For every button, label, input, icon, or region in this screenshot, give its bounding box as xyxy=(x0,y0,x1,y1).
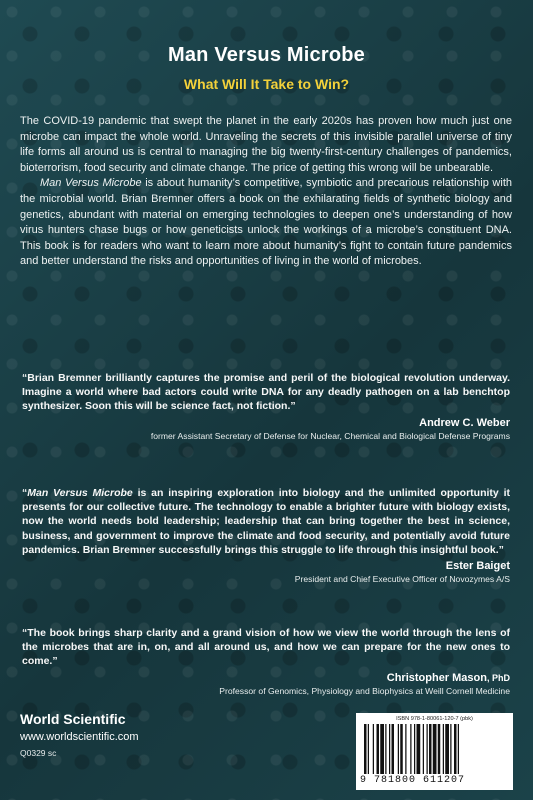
isbn-text: ISBN 978-1-80061-120-7 (pbk) xyxy=(396,716,473,722)
barcode-bar xyxy=(417,724,421,774)
barcode-bar xyxy=(445,724,449,774)
endorsement-text: “Brian Bremner brilliantly captures the promise and peril of the biological revolution underway. Imagine a world where bad actors could write DNA for any deadly pathogen on a lab benchtop synthesizer. Soon this will be science fact, not fiction.” xyxy=(22,372,510,413)
endorsement-baiget xyxy=(22,486,510,584)
barcode-bars xyxy=(364,724,505,776)
endorsement-text xyxy=(22,486,510,557)
endorsement-text-body: is an inspiring exploration into biology and the unlimited opportunity it presents for our collective future. The technology to enable a brighter future with biology exists, now the world needs bold leadership; leadership that can bring together the best in science, business, and government to improve the climate and food security, and potentially avoid future pandemics. Brian Bremner successfully brings this struggle to life through this insightful book.” xyxy=(22,487,510,556)
blurb-paragraph-2-text: is about humanity’s competitive, symbiotic and precarious relationship with the microbial world. Brian Bremner offers a book on the exhilarating fields of synthetic biology and genetics, abundant with material on emerging technologies to deepen one’s understanding of how virus hunters chase bugs or how geneticists unlock the workings of a microbe’s constituent DNA. This book is for readers who want to learn more about humanity’s fight to contain future pandemics and better understand the risks and opportunities of living in the world of microbes. xyxy=(20,177,512,268)
author-suffix: , PhD xyxy=(486,672,510,683)
blurb-paragraph-1: The COVID-19 pandemic that swept the planet in the early 2020s has proven how much just one microbe can impact the whole world. Unraveling the secrets of this invisible parallel universe of tiny life forms all around us is central to managing the big twenty-first-century challenges of pandemics, bioterrorism, food security and climate change. The price of getting this wrong will be unbearable. xyxy=(20,115,512,174)
barcode-bar xyxy=(458,724,459,774)
book-title: Man Versus Microbe xyxy=(168,44,365,66)
barcode-bar xyxy=(385,724,386,774)
publisher-code: Q0329 sc xyxy=(20,748,57,758)
endorsement-role: former Assistant Secretary of Defense for Nuclear, Chemical and Biological Defense Programs xyxy=(150,430,510,441)
endorsement-author: Ester Baiget xyxy=(445,560,510,573)
open-quote-mark: “ xyxy=(22,487,28,499)
barcode-bar xyxy=(368,724,369,774)
barcode-bar xyxy=(438,724,441,774)
barcode-bar xyxy=(373,724,374,774)
blurb xyxy=(20,114,512,270)
book-subtitle: What Will It Take to Win? xyxy=(183,76,350,92)
barcode-bar xyxy=(398,724,399,774)
endorsement-book-title: Man Versus Microbe xyxy=(27,487,133,499)
barcode-bar xyxy=(377,724,380,774)
publisher-block xyxy=(20,711,139,758)
endorsement-author: Andrew C. Weber xyxy=(419,416,510,429)
barcode-bar xyxy=(450,724,451,774)
publisher-name: World Scientific xyxy=(20,711,126,727)
barcode-bar xyxy=(443,724,444,774)
barcode-bar xyxy=(380,724,384,774)
barcode-bar xyxy=(423,724,424,774)
endorsement-role: President and Chief Executive Officer of Novozymes A/S xyxy=(294,574,510,585)
barcode-digits: 9 781800 611207 xyxy=(360,775,466,786)
barcode-bar xyxy=(429,724,432,774)
publisher-url[interactable]: www.worldscientific.com xyxy=(20,731,139,743)
barcode-bar xyxy=(405,724,406,774)
barcode-bar xyxy=(427,724,428,774)
barcode-bar xyxy=(433,724,437,774)
barcode xyxy=(356,713,513,790)
barcode-bar xyxy=(400,724,403,774)
blurb-book-title: Man Versus Microbe xyxy=(40,177,142,190)
endorsement-author-line xyxy=(22,672,510,684)
barcode-bar xyxy=(410,724,411,774)
barcode-bar xyxy=(414,724,415,774)
endorsement-author: Christopher Mason xyxy=(386,671,487,684)
barcode-bar xyxy=(392,724,395,774)
endorsement-role: Professor of Genomics, Physiology and Biophysics at Weill Cornell Medicine xyxy=(219,685,510,696)
endorsement-mason xyxy=(22,626,510,696)
endorsement-text: “The book brings sharp clarity and a grand vision of how we view the world through the lens of the microbes that are in, on, and all around us, and how we can prepare for the new ones to come.” xyxy=(22,627,510,668)
blurb-paragraph-2 xyxy=(20,176,512,270)
barcode-bar xyxy=(389,724,390,774)
endorsement-weber xyxy=(22,371,510,441)
barcode-bar xyxy=(454,724,457,774)
barcode-bar xyxy=(364,724,367,774)
